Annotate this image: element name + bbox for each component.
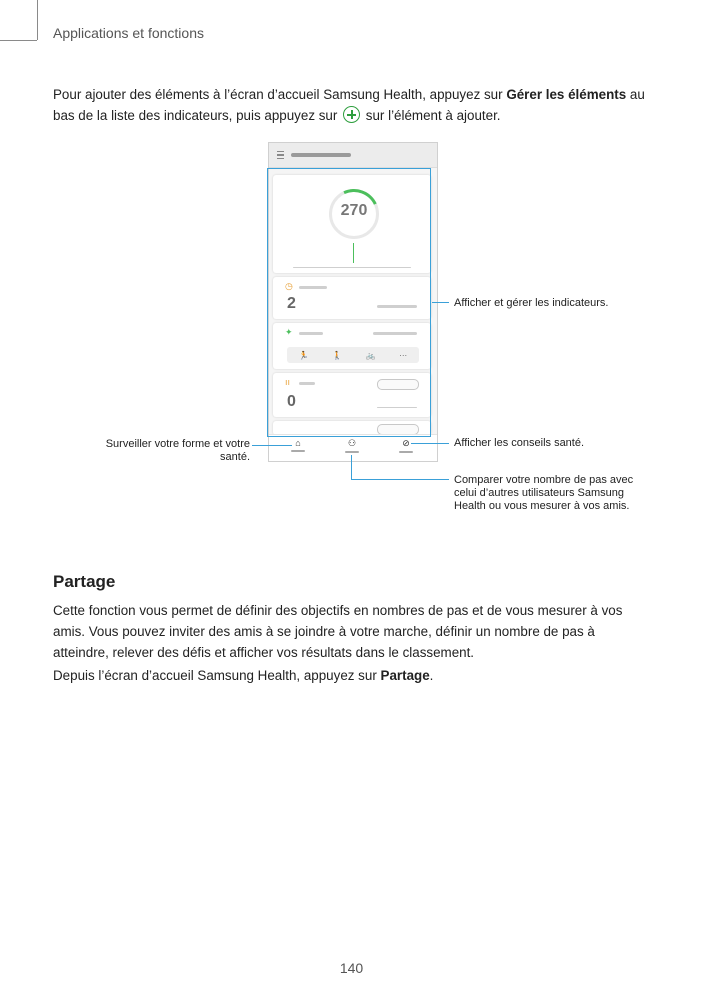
friends-icon: ⚇ — [347, 438, 357, 448]
nav-label — [399, 451, 413, 453]
compass-icon: ⊘ — [402, 438, 410, 448]
section-paragraph-2 — [53, 665, 653, 686]
walk-activity-icon[interactable]: 🚶 — [332, 350, 343, 360]
para2-text-1: Depuis l’écran d’accueil Samsung Health, appuyez sur — [53, 668, 381, 683]
callout-line-together-v — [351, 455, 352, 480]
active-minutes: 2 — [287, 295, 296, 312]
add-plus-icon — [343, 106, 360, 123]
indicators-highlight — [267, 168, 431, 437]
run-activity-icon[interactable]: 🏃 — [298, 350, 309, 360]
share-label: Partage — [380, 668, 430, 683]
run-icon: ✦ — [285, 327, 293, 337]
intro-text-3: sur l’élément à ajouter. — [362, 108, 501, 123]
food-icon: ıı — [285, 377, 291, 387]
section-paragraph-1: Cette fonction vous permet de définir des objectifs en nombres de pas et de vous mesurer à vos amis. Vous pouvez inviter des amis à se joindre à votre marche, définir un nombre de pas à atteindre, relever des défis et afficher vos résultats dans le classement. — [53, 603, 623, 660]
manage-items-label: Gérer les éléments — [506, 87, 627, 102]
more-activity-icon[interactable]: ··· — [399, 350, 408, 360]
nav-discover[interactable] — [391, 438, 421, 453]
callout-line-together-h — [351, 479, 449, 480]
running-header: Applications et fonctions — [53, 25, 204, 41]
para2-text-2: . — [429, 668, 434, 683]
nav-label — [291, 450, 305, 452]
section-title: Partage — [53, 572, 116, 591]
callout-manage-indicators: Afficher et gérer les indicateurs. — [454, 297, 609, 309]
timer-icon: ◷ — [285, 281, 293, 291]
intro-text-1: Pour ajouter des éléments à l’écran d’accueil Samsung Health, appuyez sur — [53, 87, 507, 102]
callout-line-home — [252, 445, 292, 446]
intro-paragraph — [53, 84, 653, 126]
bike-activity-icon[interactable]: 🚲 — [365, 350, 376, 360]
corner-mark-vertical — [37, 0, 38, 40]
steps-count: 270 — [340, 202, 368, 219]
callout-monitor: Surveiller votre forme et votre santé. — [105, 438, 250, 463]
bottom-navigation — [269, 434, 437, 461]
callout-health-tips: Afficher les conseils santé. — [454, 437, 585, 449]
menu-icon[interactable] — [277, 151, 284, 159]
food-count: 0 — [287, 393, 296, 410]
corner-mark-horizontal — [0, 40, 37, 41]
home-icon: ⌂ — [295, 438, 301, 448]
nav-together[interactable] — [337, 438, 367, 453]
intro-text-2: au bas de la liste des indicateurs, puis appuyez sur — [53, 87, 645, 123]
app-bar — [269, 143, 437, 168]
callout-compare: Comparer votre nombre de pas avec celui d’autres utilisateurs Samsung Health ou vous mesurer à vos amis. — [454, 474, 634, 512]
callout-line-tips — [411, 443, 449, 444]
app-title — [291, 153, 351, 157]
callout-line-indicators — [432, 302, 449, 303]
page-number: 140 — [339, 960, 364, 976]
nav-label — [345, 451, 359, 453]
